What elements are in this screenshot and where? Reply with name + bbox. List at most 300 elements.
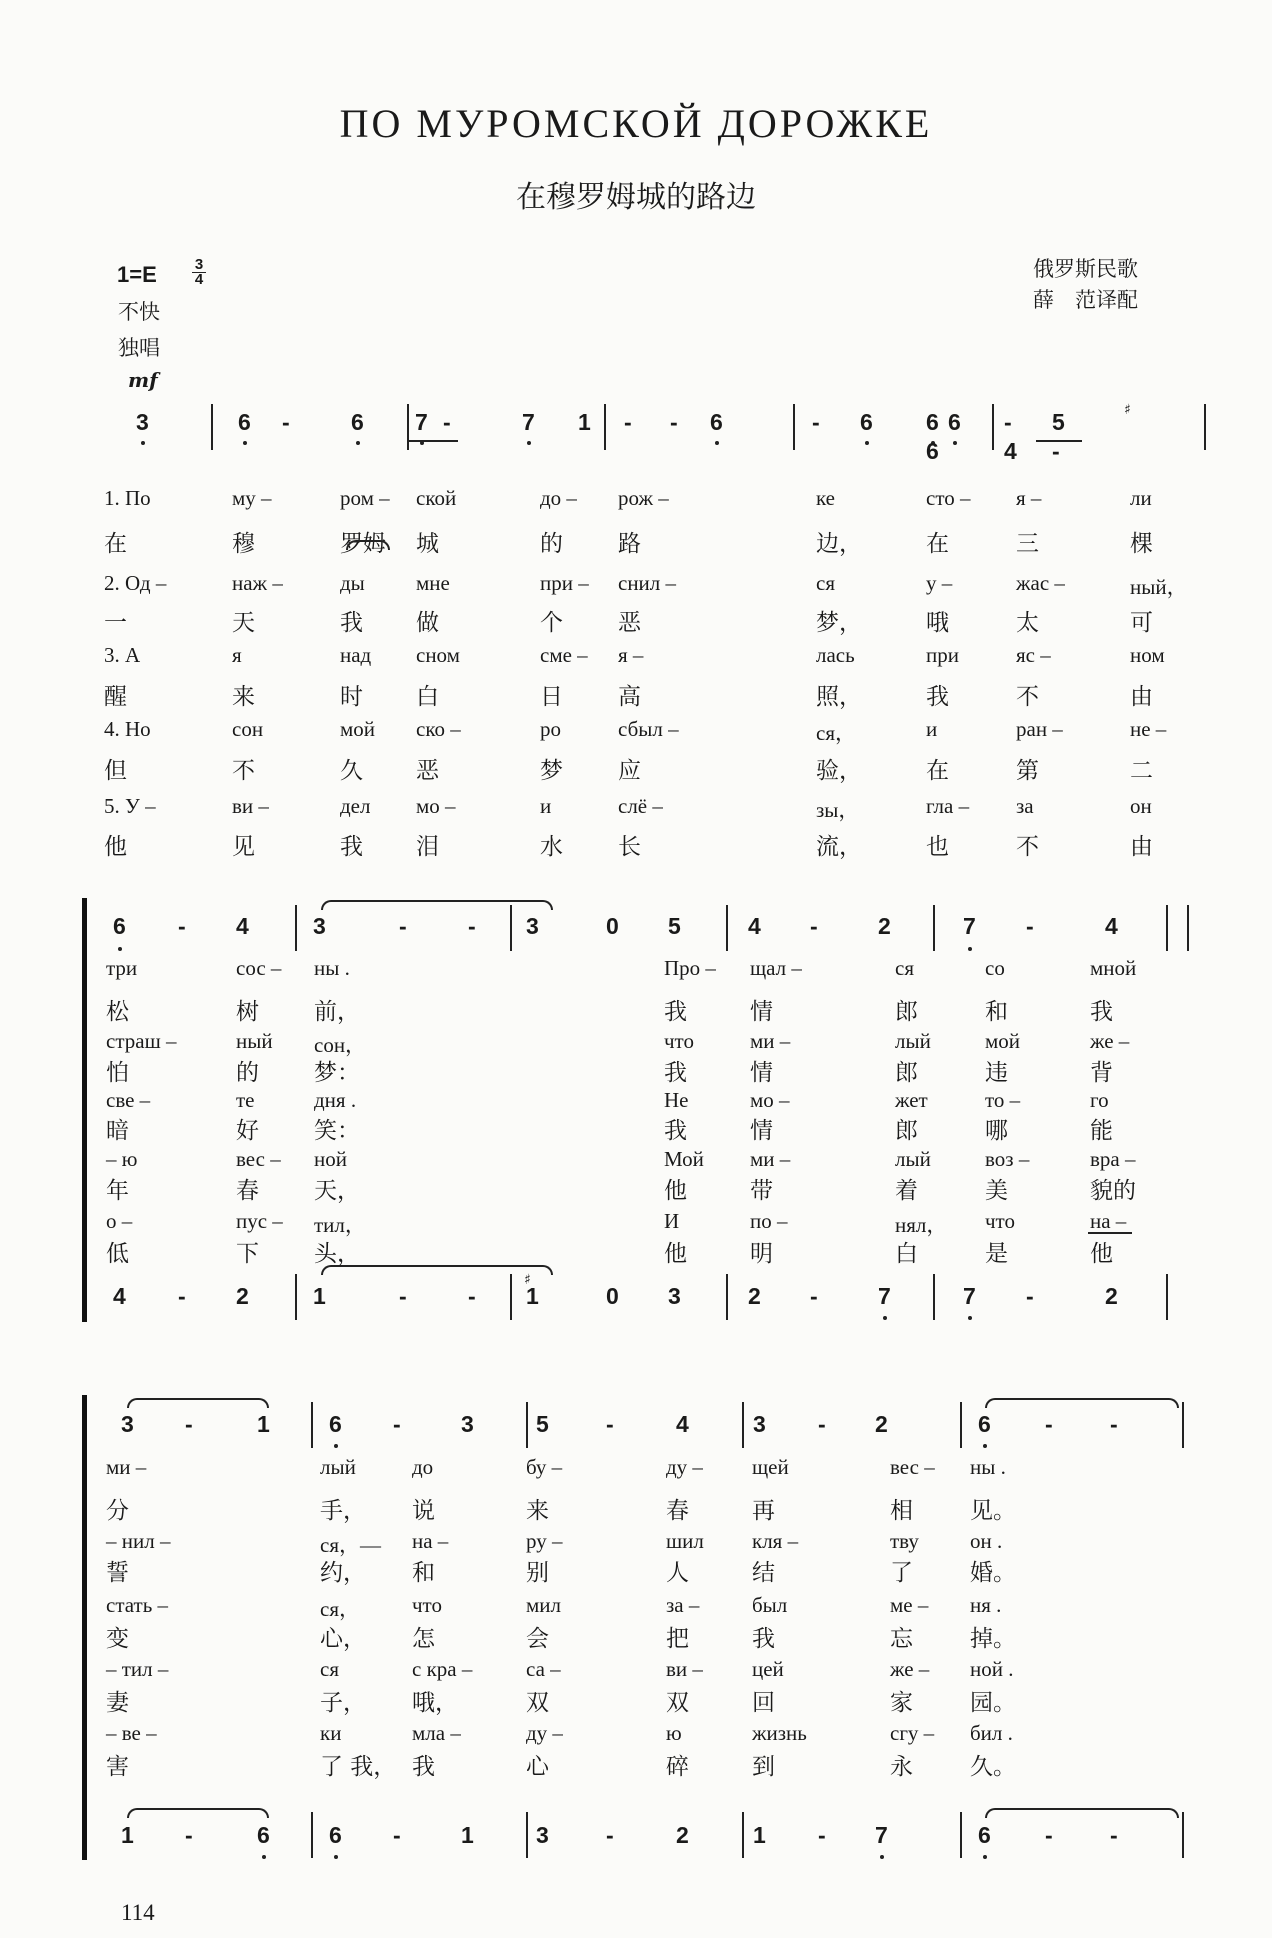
octave-dot (883, 1316, 887, 1320)
note: 7 (963, 913, 976, 939)
russian-lyric: ду – (526, 1721, 563, 1745)
chinese-lyric: 是 (985, 1241, 1008, 1267)
russian-lyric: лась (816, 643, 855, 667)
russian-lyric: до – (540, 486, 577, 510)
barline (726, 905, 728, 951)
note: 0 (606, 913, 619, 939)
chinese-lyric: 见 (232, 834, 255, 860)
russian-lyric: лый (895, 1029, 931, 1053)
chinese-lyric: 忘 (890, 1626, 913, 1652)
system-bracket (82, 898, 87, 1322)
chinese-lyric: 怕 (106, 1060, 129, 1086)
underline-beam (408, 440, 458, 442)
russian-lyric: ны . (314, 956, 350, 980)
chinese-lyric: 棵 (1130, 531, 1153, 557)
russian-lyric: 1. По (104, 486, 151, 510)
note: - (1052, 438, 1060, 464)
chinese-lyric: 边， (816, 531, 862, 557)
russian-lyric: мне (416, 571, 450, 595)
russian-lyric: тву (890, 1529, 919, 1553)
russian-lyric: ром – (340, 486, 390, 510)
note: - (178, 913, 186, 939)
russian-lyric: вес – (890, 1455, 935, 1479)
note: - (443, 409, 451, 435)
russian-lyric: бил . (970, 1721, 1013, 1745)
russian-lyric: жас – (1016, 571, 1065, 595)
note: - (399, 1283, 407, 1309)
russian-lyric: щал – (750, 956, 802, 980)
chinese-lyric: 在 (104, 531, 127, 557)
russian-lyric: – нил – (106, 1529, 171, 1553)
russian-lyric: о – (106, 1209, 133, 1233)
sharp-sign: ♯ (524, 1272, 531, 1288)
tie-slur (321, 900, 553, 910)
chinese-lyric: 罗姆 (340, 531, 386, 557)
russian-lyric: Мой (664, 1147, 704, 1171)
chinese-lyric: 哦， (412, 1690, 458, 1716)
note: - (185, 1822, 193, 1848)
note: 4 (1105, 913, 1118, 939)
russian-lyric: ви – (666, 1657, 703, 1681)
russian-lyric: ный (236, 1029, 273, 1053)
chinese-lyric: 应 (618, 758, 641, 784)
chinese-lyric: 把 (666, 1626, 689, 1652)
russian-lyric: 5. У – (104, 794, 156, 818)
chinese-lyric: 和 (412, 1560, 435, 1586)
russian-lyric: тил， (314, 1213, 366, 1237)
chinese-lyric: 心 (526, 1754, 549, 1780)
russian-lyric: сбыл – (618, 717, 679, 741)
chinese-lyric: 他 (104, 834, 127, 860)
chinese-lyric: 相 (890, 1498, 913, 1524)
chinese-lyric: 不 (232, 758, 255, 784)
russian-lyric: пус – (236, 1209, 283, 1233)
chinese-lyric: 泪 (416, 834, 439, 860)
russian-lyric: ду – (666, 1455, 703, 1479)
note: 1 (526, 1283, 539, 1309)
chinese-lyric: 约， (320, 1560, 366, 1586)
octave-dot (334, 1444, 338, 1448)
chinese-lyric: 家 (890, 1690, 913, 1716)
note: 7 (415, 409, 428, 435)
barline (960, 1812, 962, 1858)
note: 4 (236, 913, 249, 939)
chinese-lyric: 回 (752, 1690, 775, 1716)
song-origin: 俄罗斯民歌 (1033, 257, 1138, 281)
note: 1 (313, 1283, 326, 1309)
russian-lyric: ся (895, 956, 914, 980)
barline (742, 1812, 744, 1858)
russian-lyric: ро (540, 717, 561, 741)
russian-lyric: ке (816, 486, 836, 510)
octave-dot (968, 947, 972, 951)
russian-lyric: над (340, 643, 372, 667)
chinese-lyric: 三 (1016, 531, 1039, 557)
chinese-lyric: 结 (752, 1560, 775, 1586)
page-number: 114 (121, 1900, 155, 1925)
chinese-lyric: 水 (540, 834, 563, 860)
chinese-lyric: 在 (926, 758, 949, 784)
chinese-lyric: 但 (104, 758, 127, 784)
russian-lyric: Про – (664, 956, 716, 980)
note: 7 (522, 409, 535, 435)
chinese-lyric: 的 (236, 1060, 259, 1086)
note: 3 (536, 1822, 549, 1848)
chinese-lyric: 可 (1130, 610, 1153, 636)
chinese-lyric: 来 (526, 1498, 549, 1524)
chinese-lyric: 手， (320, 1498, 366, 1524)
russian-lyric: ся，— (320, 1533, 381, 1557)
chinese-lyric: 我 (664, 1060, 687, 1086)
russian-lyric: ся (816, 571, 835, 595)
chinese-lyric: 掉。 (970, 1626, 1016, 1652)
octave-dot (715, 441, 719, 445)
note: - (1004, 409, 1012, 435)
chinese-lyric: 不 (1016, 684, 1039, 710)
octave-dot (356, 441, 360, 445)
chinese-lyric: 婚。 (970, 1560, 1016, 1586)
note: 2 (1105, 1283, 1118, 1309)
chinese-lyric: 貌的 (1090, 1178, 1136, 1204)
chinese-lyric: 哦 (926, 610, 949, 636)
russian-lyric: я – (618, 643, 644, 667)
note: - (468, 1283, 476, 1309)
chinese-lyric: 白 (416, 684, 439, 710)
russian-lyric: мла – (412, 1721, 461, 1745)
russian-lyric: го (1090, 1088, 1109, 1112)
russian-lyric: за – (666, 1593, 700, 1617)
chinese-lyric: 春 (666, 1498, 689, 1524)
russian-lyric: мил (526, 1593, 562, 1617)
russian-lyric: щей (752, 1455, 789, 1479)
octave-dot (118, 947, 122, 951)
octave-dot (262, 1855, 266, 1859)
russian-lyric: он . (970, 1529, 1003, 1553)
russian-lyric: гла – (926, 794, 970, 818)
tempo-marking: 不快 (118, 300, 160, 324)
note: 1 (121, 1822, 134, 1848)
chinese-lyric: 碎 (666, 1754, 689, 1780)
russian-lyric: сто – (926, 486, 971, 510)
russian-lyric: – тил – (106, 1657, 169, 1681)
russian-lyric: мой (340, 717, 376, 741)
barline (1204, 404, 1206, 450)
russian-lyric: лый (895, 1147, 931, 1171)
barline (510, 905, 512, 951)
chinese-lyric: 郎 (895, 1118, 918, 1144)
chinese-lyric: 前， (314, 999, 360, 1025)
note: - (606, 1411, 614, 1437)
note: - (282, 409, 290, 435)
chinese-lyric: 太 (1016, 610, 1039, 636)
octave-dot (527, 441, 531, 445)
barline (933, 1274, 935, 1320)
page-subtitle: 在穆罗姆城的路边 (516, 180, 756, 215)
note: 6 (926, 409, 939, 435)
chinese-lyric: 会 (526, 1626, 549, 1652)
note: 3 (753, 1411, 766, 1437)
note: 6 (329, 1411, 342, 1437)
chinese-lyric: 誓 (106, 1560, 129, 1586)
chinese-lyric: 梦： (314, 1060, 360, 1086)
chinese-lyric: 日 (540, 684, 563, 710)
russian-lyric: ной . (970, 1657, 1014, 1681)
chinese-lyric: 我 (752, 1626, 775, 1652)
barline (1187, 905, 1189, 951)
russian-lyric: сгу – (890, 1721, 935, 1745)
chinese-lyric: 他 (664, 1241, 687, 1267)
russian-lyric: жет (895, 1088, 928, 1112)
note: 4 (1004, 438, 1017, 464)
note: 6 (113, 913, 126, 939)
note: 3 (121, 1411, 134, 1437)
barline (1182, 1402, 1184, 1448)
russian-lyric: цей (752, 1657, 784, 1681)
chinese-lyric: 美 (985, 1178, 1008, 1204)
chinese-lyric: 双 (666, 1690, 689, 1716)
barline (1166, 1274, 1168, 1320)
russian-lyric: за (1016, 794, 1034, 818)
page-title: ПО МУРОМСКОЙ ДОРОЖКЕ (339, 101, 933, 146)
chinese-lyric: 能 (1090, 1118, 1113, 1144)
barline (510, 1274, 512, 1320)
barline (1182, 1812, 1184, 1858)
note: - (818, 1822, 826, 1848)
chinese-lyric: 由 (1130, 834, 1153, 860)
chinese-lyric: 树 (236, 999, 259, 1025)
chinese-lyric: 违 (985, 1060, 1008, 1086)
octave-dot (243, 441, 247, 445)
chinese-lyric: 别 (526, 1560, 549, 1586)
note: - (1026, 1283, 1034, 1309)
chinese-lyric: 第 (1016, 758, 1039, 784)
chinese-lyric: 我 (340, 834, 363, 860)
russian-lyric: три (106, 956, 138, 980)
russian-lyric: с кра – (412, 1657, 473, 1681)
russian-lyric: ны . (970, 1455, 1006, 1479)
chinese-lyric: 在 (926, 531, 949, 557)
note: - (810, 913, 818, 939)
chinese-lyric: 妻 (106, 1690, 129, 1716)
note: 4 (676, 1411, 689, 1437)
note: 2 (236, 1283, 249, 1309)
barline (526, 1812, 528, 1858)
chinese-lyric: 路 (618, 531, 641, 557)
tie-slur (127, 1398, 269, 1408)
barline (933, 905, 935, 951)
note: - (670, 409, 678, 435)
chinese-lyric: 双 (526, 1690, 549, 1716)
russian-lyric: зы， (816, 798, 860, 822)
russian-lyric: ный， (1130, 575, 1188, 599)
chinese-lyric: 验， (816, 758, 862, 784)
russian-lyric: сон， (314, 1033, 367, 1057)
russian-lyric: – ве – (106, 1721, 157, 1745)
octave-dot (880, 1855, 884, 1859)
octave-dot (983, 1855, 987, 1859)
russian-lyric: – ю (106, 1147, 138, 1171)
barline (407, 404, 409, 450)
russian-lyric: ру – (526, 1529, 563, 1553)
barline (311, 1812, 313, 1858)
russian-lyric: мой (985, 1029, 1021, 1053)
barline (742, 1402, 744, 1448)
russian-lyric: И (664, 1209, 680, 1233)
russian-lyric: по – (750, 1209, 788, 1233)
chinese-lyric: 子， (320, 1690, 366, 1716)
russian-lyric: дел (340, 794, 371, 818)
chinese-lyric: 情 (750, 999, 773, 1025)
chinese-lyric: 人 (666, 1560, 689, 1586)
chinese-lyric: 我 (340, 610, 363, 636)
barline (295, 905, 297, 951)
octave-dot (865, 441, 869, 445)
tie-slur (346, 540, 390, 550)
note: 6 (329, 1822, 342, 1848)
note: 7 (875, 1822, 888, 1848)
russian-lyric: до (412, 1455, 434, 1479)
note: 6 (238, 409, 251, 435)
russian-lyric: наж – (232, 571, 283, 595)
russian-lyric: ной (314, 1147, 347, 1171)
russian-lyric: ми – (106, 1455, 147, 1479)
note: - (1045, 1411, 1053, 1437)
russian-lyric: слё – (618, 794, 663, 818)
translator-credit: 薛 范译配 (1033, 288, 1138, 312)
tie-slur (127, 1808, 269, 1818)
russian-lyric: ми – (750, 1029, 791, 1053)
time-signature: 3 4 (192, 258, 206, 287)
chinese-lyric: 我 (1090, 999, 1113, 1025)
note: - (399, 913, 407, 939)
russian-lyric: бу – (526, 1455, 563, 1479)
barline (960, 1402, 962, 1448)
russian-lyric: ми – (750, 1147, 791, 1171)
note: 6 (978, 1822, 991, 1848)
note: - (393, 1411, 401, 1437)
russian-lyric: ме – (890, 1593, 929, 1617)
chinese-lyric: 到 (752, 1754, 775, 1780)
russian-lyric: сме – (540, 643, 588, 667)
russian-lyric: ня . (970, 1593, 1002, 1617)
barline (604, 404, 606, 450)
chinese-lyric: 情 (750, 1118, 773, 1144)
note: - (818, 1411, 826, 1437)
chinese-lyric: 时 (340, 684, 363, 710)
russian-lyric: яс – (1016, 643, 1051, 667)
russian-lyric: что (664, 1029, 694, 1053)
barline (793, 404, 795, 450)
barline (311, 1402, 313, 1448)
note: - (624, 409, 632, 435)
underline-beam (1088, 1232, 1132, 1234)
chinese-lyric: 头， (314, 1241, 360, 1267)
chinese-lyric: 笑： (314, 1118, 360, 1144)
note: 7 (963, 1283, 976, 1309)
russian-lyric: ви – (232, 794, 269, 818)
chinese-lyric: 情 (750, 1060, 773, 1086)
octave-dot (968, 1316, 972, 1320)
chinese-lyric: 穆 (232, 531, 255, 557)
chinese-lyric: 也 (926, 834, 949, 860)
russian-lyric: сон (232, 717, 264, 741)
note: 5 (1052, 409, 1065, 435)
dynamic-marking: mf (128, 368, 158, 392)
note: 7 (878, 1283, 891, 1309)
chinese-lyric: 背 (1090, 1060, 1113, 1086)
russian-lyric: Не (664, 1088, 689, 1112)
russian-lyric: при – (540, 571, 589, 595)
russian-lyric: мо – (416, 794, 456, 818)
note: 6 (257, 1822, 270, 1848)
chinese-lyric: 春 (236, 1178, 259, 1204)
russian-lyric: и (926, 717, 938, 741)
chinese-lyric: 照， (816, 684, 862, 710)
chinese-lyric: 见。 (970, 1498, 1016, 1524)
octave-dot (141, 441, 145, 445)
russian-lyric: рож – (618, 486, 669, 510)
system-bracket (82, 1395, 87, 1860)
underline-beam (1036, 440, 1082, 442)
russian-lyric: вра – (1090, 1147, 1136, 1171)
russian-lyric: вес – (236, 1147, 281, 1171)
note: - (1026, 913, 1034, 939)
note: 1 (257, 1411, 270, 1437)
note: 3 (526, 913, 539, 939)
russian-lyric: дня . (314, 1088, 357, 1112)
russian-lyric: лый (320, 1455, 356, 1479)
chinese-lyric: 白 (895, 1241, 918, 1267)
chinese-lyric: 变 (106, 1626, 129, 1652)
russian-lyric: сос – (236, 956, 282, 980)
barline (211, 404, 213, 450)
russian-lyric: при (926, 643, 959, 667)
note: - (468, 913, 476, 939)
chinese-lyric: 低 (106, 1241, 129, 1267)
chinese-lyric: 长 (618, 834, 641, 860)
chinese-lyric: 流， (816, 834, 862, 860)
russian-lyric: 2. Од – (104, 571, 167, 595)
barline (526, 1402, 528, 1448)
note: - (185, 1411, 193, 1437)
chinese-lyric: 天， (314, 1178, 360, 1204)
chinese-lyric: 个 (540, 610, 563, 636)
chinese-lyric: 二 (1130, 758, 1153, 784)
chinese-lyric: 郎 (895, 1060, 918, 1086)
russian-lyric: му – (232, 486, 272, 510)
russian-lyric: 3. А (104, 643, 141, 667)
russian-lyric: мной (1090, 956, 1137, 980)
note: 6 (860, 409, 873, 435)
chinese-lyric: 久 (340, 758, 363, 784)
chinese-lyric: 园。 (970, 1690, 1016, 1716)
note: 2 (676, 1822, 689, 1848)
russian-lyric: он (1130, 794, 1152, 818)
chinese-lyric: 我 (664, 1118, 687, 1144)
chinese-lyric: 梦， (816, 610, 862, 636)
tie-slur (985, 1808, 1179, 1818)
chinese-lyric: 心， (320, 1626, 366, 1652)
russian-lyric: те (236, 1088, 255, 1112)
chinese-lyric: 梦 (540, 758, 563, 784)
russian-lyric: не – (1130, 717, 1167, 741)
russian-lyric: на – (412, 1529, 449, 1553)
chinese-lyric: 郎 (895, 999, 918, 1025)
note: - (606, 1822, 614, 1848)
russian-lyric: ном (1130, 643, 1165, 667)
note: 3 (461, 1411, 474, 1437)
note: 6 (978, 1411, 991, 1437)
